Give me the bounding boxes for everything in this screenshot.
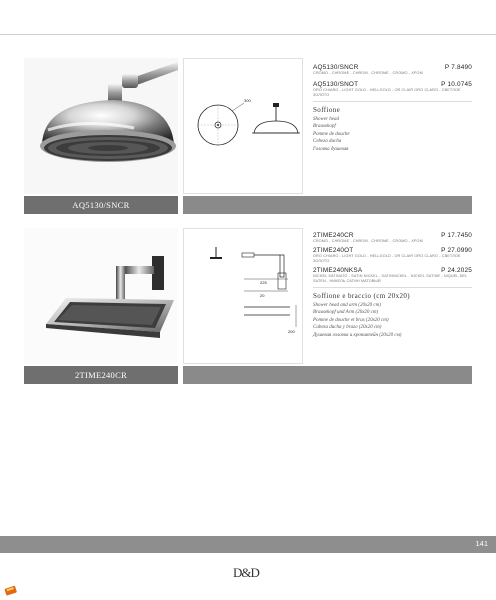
variant-row xyxy=(313,81,472,98)
info-bar xyxy=(183,196,472,214)
description-line: Shower head xyxy=(313,117,339,122)
dim-label: 300 xyxy=(244,98,251,103)
description-line: Cabeza ducha y brazo (20x20 cm) xyxy=(313,325,382,331)
product-code: 2TIME240OT xyxy=(313,247,354,254)
product-title: Soffione e braccio (cm 20x20) xyxy=(313,292,410,300)
product-caption: AQ5130/SNCR xyxy=(24,196,178,214)
product-price: P 17.7450 xyxy=(441,232,472,239)
product-info-square-shower xyxy=(313,232,472,339)
product-info-shower-head xyxy=(313,64,472,153)
finish-text: NICKEL SATINATO - SATIN NICKEL - SATINNICKEL - NICKEL SATINE - NIQUEL DEL SATEN - НИКЕЛЬ САТИН МАТОВЫЙ xyxy=(313,274,468,283)
description-line: Brausekopf und Arm (20x20 cm) xyxy=(313,310,379,316)
finish-text: ORO CHIARO - LIGHT GOLD - HELLGOLD - OR CLAIR ORO CLARO - CBETЛOE 3OЛOTO xyxy=(313,254,461,263)
product-photo-shower-head xyxy=(24,58,178,194)
technical-drawing-square-shower xyxy=(183,228,303,364)
technical-drawing-shower-head xyxy=(183,58,303,194)
bookmark-icon[interactable] xyxy=(4,583,18,595)
product-code: AQ5130/SNCR xyxy=(313,64,359,71)
logo-text: D&D xyxy=(233,565,259,579)
dim-label: 20 xyxy=(260,293,265,298)
variant-row xyxy=(313,232,472,244)
finish-text: CROMO - CHROME - CHROM - CHROME - CROMO - XPOM xyxy=(313,71,423,75)
dim-label: 225 xyxy=(260,280,267,285)
brand-logo xyxy=(232,565,264,579)
variant-row xyxy=(313,247,472,264)
dim-label: 200 xyxy=(288,329,295,334)
variant-row xyxy=(313,267,472,284)
product-code: 2TIME240CR xyxy=(313,232,354,239)
page-number: 141 xyxy=(475,539,488,548)
product-title: Soffione xyxy=(313,106,341,114)
description-line: Cebeza ducha xyxy=(313,139,342,145)
variant-row xyxy=(313,64,472,76)
description-line: Brausekopf xyxy=(313,124,336,130)
info-bar xyxy=(183,366,472,384)
product-price: P 27.0990 xyxy=(441,247,472,254)
description-line: Головка душевая xyxy=(313,146,349,152)
description-line: Shower head and arm (20x20 cm) xyxy=(313,303,381,308)
product-price: P 24.2025 xyxy=(441,267,472,274)
product-code: AQ5130/SNOT xyxy=(313,81,359,88)
top-divider xyxy=(0,34,496,35)
product-price: P 10.0745 xyxy=(441,81,472,88)
divider xyxy=(313,287,472,288)
product-code: 2TIME240NKSA xyxy=(313,267,363,274)
divider xyxy=(313,101,472,102)
finish-text: CROMO - CHROME - CHROM - CHROME - CROMO - XPOM xyxy=(313,239,423,243)
finish-text: ORO CHIARO - LIGHT GOLD - HELLGOLD - OR CLAIR ORO CLARO - CBETЛOE 3OЛOTO xyxy=(313,88,461,97)
product-price: P 7.8490 xyxy=(444,64,472,71)
description-line: Pomme de douche et bras (20x20 cm) xyxy=(313,317,389,323)
footer-bar xyxy=(0,536,496,553)
product-caption: 2TIME240CR xyxy=(24,366,178,384)
description-line: Pomme de douche xyxy=(313,131,350,137)
product-photo-square-shower xyxy=(24,228,178,364)
description-line: Душевая головка и кронштейн (20x20 см) xyxy=(313,332,402,338)
